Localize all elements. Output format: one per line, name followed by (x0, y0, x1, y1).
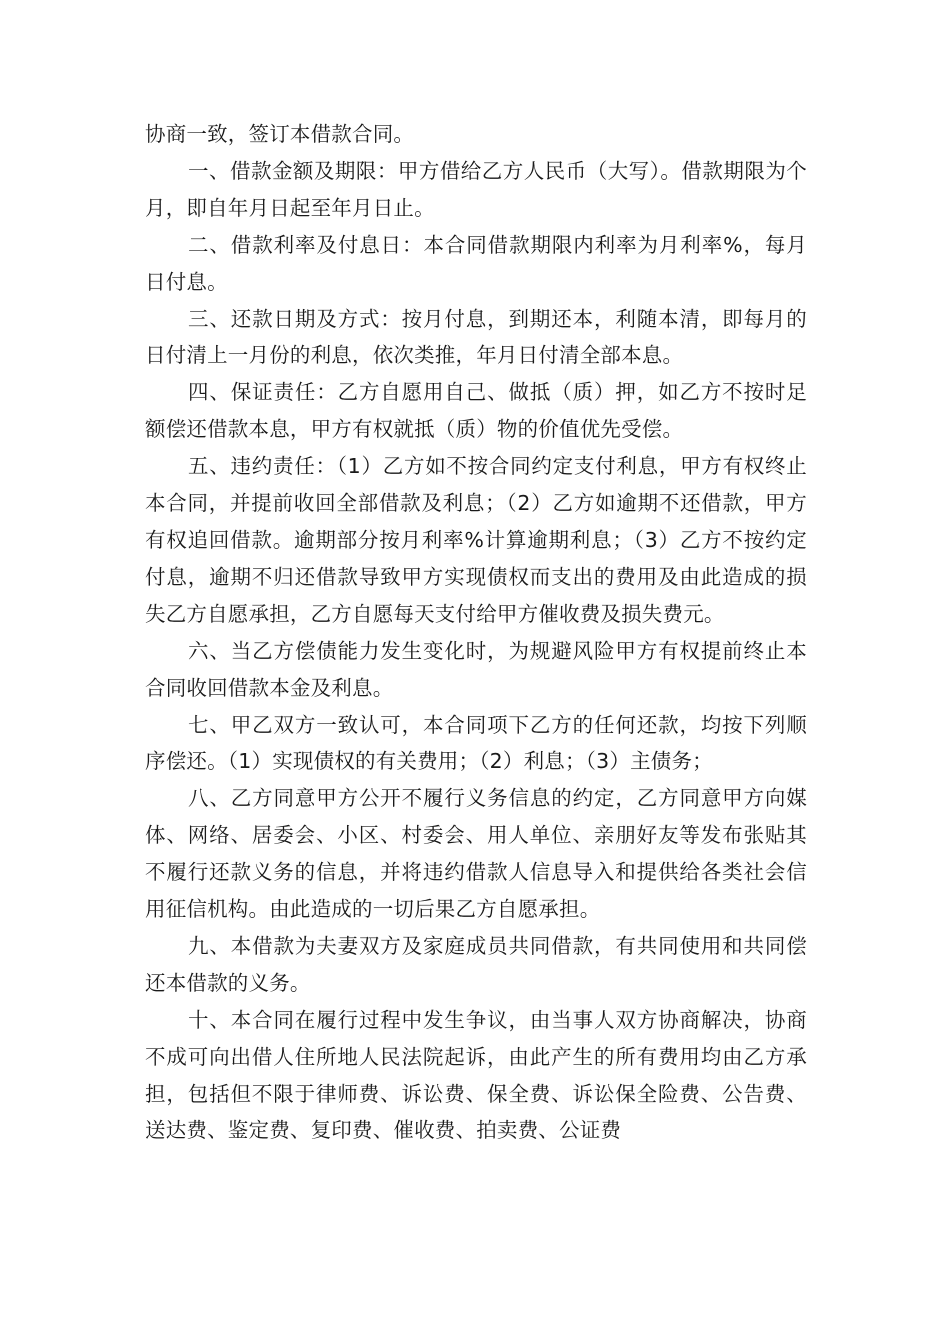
clause-3-repayment: 三、还款日期及方式：按月付息，到期还本，利随本清，即每月的日付清上一月份的利息，依次类推，年月日付清全部本息。 (145, 306, 807, 368)
contract-body (145, 116, 807, 1149)
paragraph-continuation: 协商一致，签订本借款合同。 (145, 122, 415, 146)
clause-9-joint-debt: 九、本借款为夫妻双方及家庭成员共同借款，有共同使用和共同偿还本借款的义务。 (145, 933, 807, 995)
clause-7-repayment-order: 七、甲乙双方一致认可，本合同项下乙方的任何还款，均按下列顺序偿还。（1）实现债权的有关费用；（2）利息；（3）主债务； (145, 712, 807, 774)
clause-4-guarantee: 四、保证责任：乙方自愿用自己、做抵（质）押，如乙方不按时足额偿还借款本息，甲方有权就抵（质）物的价值优先受偿。 (145, 380, 807, 442)
clause-1-loan-amount-term: 一、借款金额及期限：甲方借给乙方人民币（大写）。借款期限为个月，即自年月日起至年月日止。 (145, 158, 807, 220)
clause-2-interest-rate: 二、借款利率及付息日：本合同借款期限内利率为月利率%，每月日付息。 (145, 232, 807, 294)
clause-10-dispute: 十、本合同在履行过程中发生争议，由当事人双方协商解决，协商不成可向出借人住所地人民法院起诉，由此产生的所有费用均由乙方承担，包括但不限于律师费、诉讼费、保全费、诉讼保全险费、公告费、送达费、鉴定费、复印费、催收费、拍卖费、公证费 (145, 1007, 807, 1143)
clause-6-early-termination: 六、当乙方偿债能力发生变化时，为规避风险甲方有权提前终止本合同收回借款本金及利息。 (145, 638, 807, 700)
clause-5-default-liability: 五、违约责任：（1）乙方如不按合同约定支付利息，甲方有权终止本合同，并提前收回全部借款及利息；（2）乙方如逾期不还借款，甲方有权追回借款。逾期部分按月利率%计算逾期利息；（3）乙方不按约定付息，逾期不归还借款导致甲方实现债权而支出的费用及由此造成的损失乙方自愿承担，乙方自愿每天支付给甲方催收费及损失费元。 (145, 454, 807, 626)
clause-8-disclosure: 八、乙方同意甲方公开不履行义务信息的约定，乙方同意甲方向媒体、网络、居委会、小区、村委会、用人单位、亲朋好友等发布张贴其不履行还款义务的信息，并将违约借款人信息导入和提供给各类社会信用征信机构。由此造成的一切后果乙方自愿承担。 (145, 786, 807, 922)
